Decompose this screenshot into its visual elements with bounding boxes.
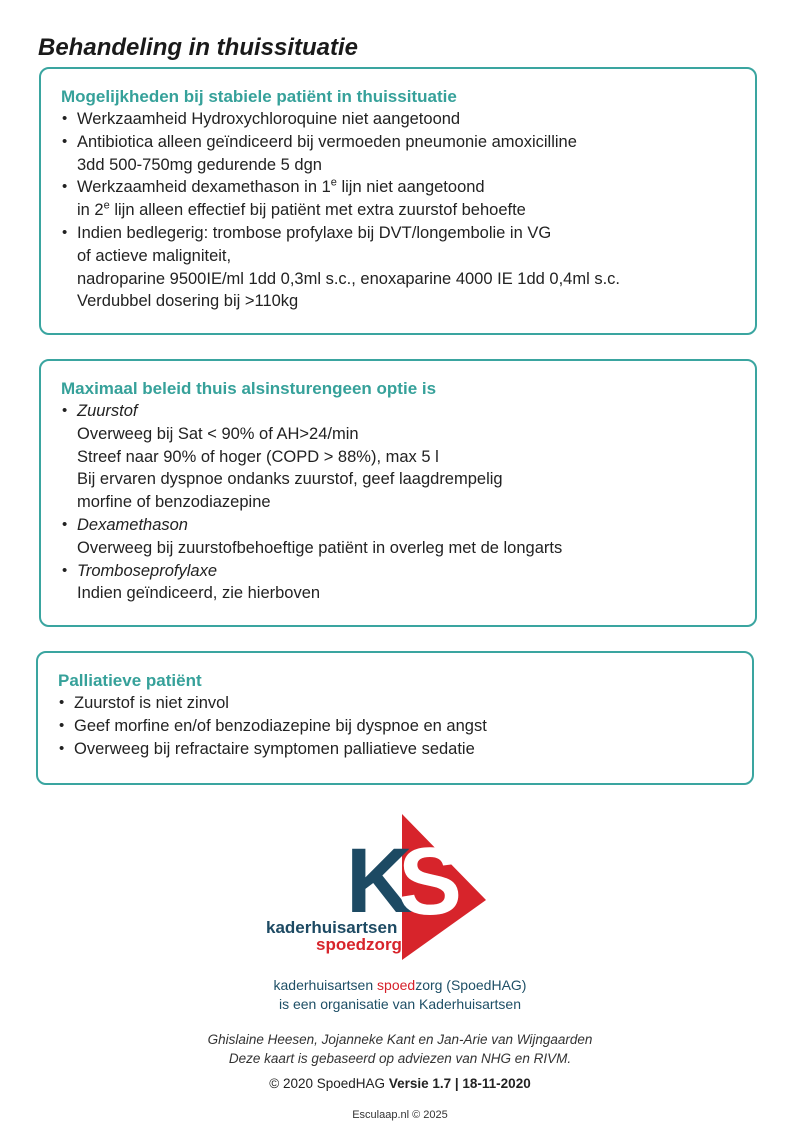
card-title: Palliatieve patiënt xyxy=(58,671,202,690)
authors-line: Ghislaine Heesen, Jojanneke Kant en Jan-Arie van Wijngaarden xyxy=(207,1032,593,1047)
list-item-line: morfine of benzodiazepine xyxy=(77,493,271,512)
logo-word-spoedzorg: spoedzorg xyxy=(316,935,402,954)
source-line: Deze kaart is gebaseerd op adviezen van NHG en RIVM. xyxy=(228,1051,572,1066)
list-item xyxy=(61,176,755,222)
list-item-line: in 2e lijn alleen effectief bij patiënt met extra zuurstof behoefte xyxy=(77,199,526,220)
list-item-heading: • Tromboseprofylaxe xyxy=(77,561,218,580)
bullet-list xyxy=(58,692,752,760)
list-item-line: nadroparine 9500IE/ml 1dd 0,3ml s.c., enoxaparine 4000 IE 1dd 0,4ml s.c. xyxy=(77,269,620,288)
bullet-list xyxy=(61,400,755,605)
stable-patient-card xyxy=(39,67,757,335)
list-item xyxy=(61,108,755,131)
list-item-line: Streef naar 90% of hoger (COPD > 88%), max 5 l xyxy=(77,447,439,466)
list-item-line: • Werkzaamheid dexamethason in 1e lijn niet aangetoond xyxy=(77,176,485,197)
list-item-line: • Antibiotica alleen geïndiceerd bij vermoeden pneumonie amoxicilline xyxy=(77,132,577,151)
list-item xyxy=(61,131,755,177)
palliative-patient-card xyxy=(36,651,754,785)
footer-copyright: Esculaap.nl © 2025 xyxy=(352,1109,448,1121)
logo-graphic xyxy=(250,812,500,972)
list-item-heading: • Zuurstof xyxy=(77,402,138,420)
list-item-line: 3dd 500-750mg gedurende 5 dgn xyxy=(77,155,322,174)
list-item xyxy=(61,222,755,313)
list-item xyxy=(61,560,755,606)
list-item: • Geef morfine en/of benzodiazepine bij dyspnoe en angst xyxy=(58,715,752,738)
list-item-line: • Werkzaamheid Hydroxychloroquine niet aangetoond xyxy=(77,110,461,128)
card-title: Mogelijkheden bij stabiele patiënt in thuissituatie xyxy=(61,87,457,106)
page-title: Behandeling in thuissituatie xyxy=(38,34,359,61)
list-item-heading: • Dexamethason xyxy=(77,515,188,534)
bullet-list xyxy=(61,108,755,313)
authors-block xyxy=(0,1030,800,1068)
version-line: © 2020 SpoedHAG Versie 1.7 | 18-11-2020 xyxy=(269,1076,531,1091)
logo-word-kaderhuisartsen: kaderhuisartsen xyxy=(266,918,398,937)
logo-letter-k: K xyxy=(346,830,413,932)
list-item: • Overweeg bij refractaire symptomen palliatieve sedatie xyxy=(58,738,752,761)
list-item-line: Indien geïndiceerd, zie hierboven xyxy=(77,584,321,603)
logo-letter-s: S xyxy=(398,828,463,935)
list-item: • Zuurstof is niet zinvol xyxy=(58,692,752,715)
list-item-line: Bij ervaren dyspnoe ondanks zuurstof, geef laagdrempelig xyxy=(77,470,503,489)
list-item-line: Overweeg bij Sat < 90% of AH>24/min xyxy=(77,424,359,443)
kaderhuisartsen-logo xyxy=(250,812,500,972)
list-item-line: Overweeg bij zuurstofbehoeftige patiënt in overleg met de longarts xyxy=(77,538,563,557)
list-item-line: Verdubbel dosering bij >110kg xyxy=(77,292,299,311)
organization-line-2: is een organisatie van Kaderhuisartsen xyxy=(278,996,522,1012)
list-item-line: • Indien bedlegerig: trombose profylaxe bij DVT/longembolie in VG xyxy=(77,223,552,242)
list-item xyxy=(61,514,755,560)
card-title: Maximaal beleid thuis alsinsturengeen optie is xyxy=(61,379,437,398)
list-item xyxy=(61,400,755,514)
list-item-line: of actieve maligniteit, xyxy=(77,246,232,265)
maximal-policy-card xyxy=(39,359,757,627)
organization-line-1: kaderhuisartsen spoedzorg (SpoedHAG) xyxy=(273,977,527,993)
